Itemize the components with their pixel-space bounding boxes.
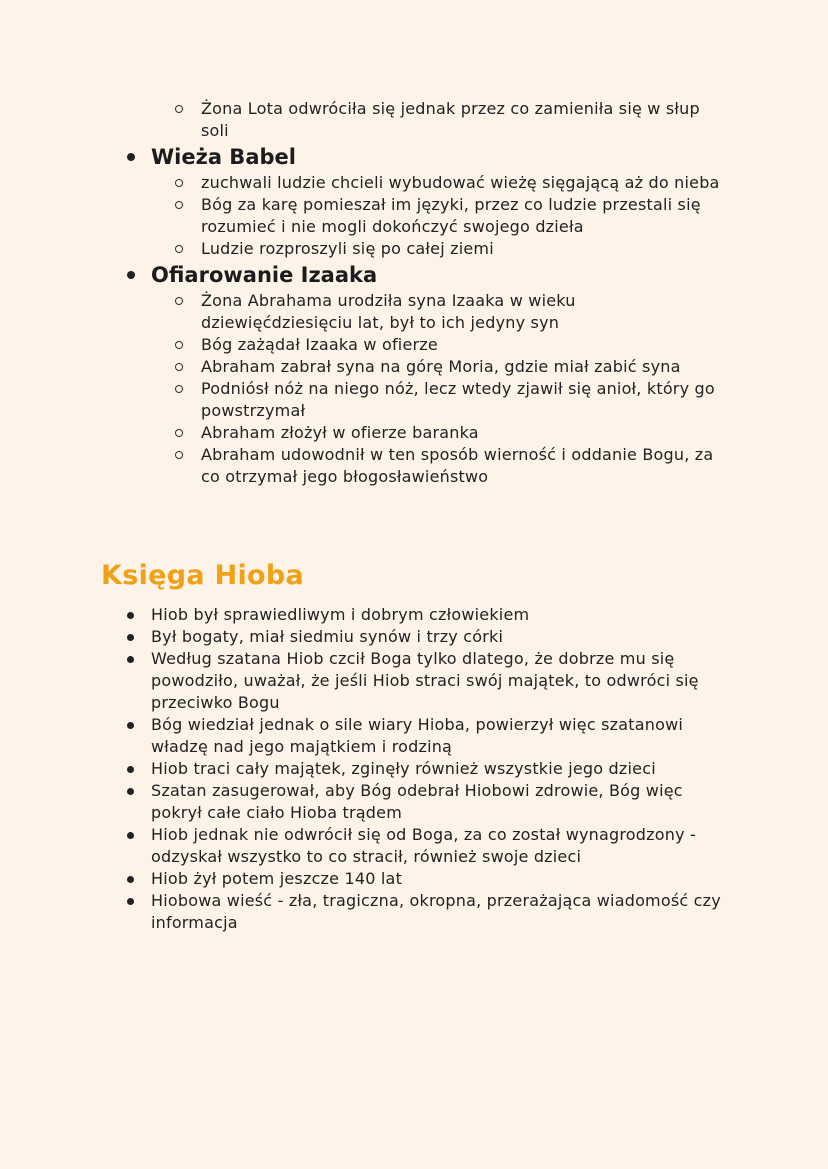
sub-list-item: Żona Abrahama urodziła syna Izaaka w wieku dziewięćdziesięciu lat, był to ich jedyny syn — [0, 290, 828, 334]
hiob-bullet-list — [0, 604, 828, 934]
topic-heading-ofiarowanie-izaaka: Ofiarowanie Izaaka — [0, 260, 828, 290]
list-item: Hiob traci cały majątek, zginęły również wszystkie jego dzieci — [0, 758, 828, 780]
sub-list-item: Ludzie rozproszyli się po całej ziemi — [0, 238, 828, 260]
list-item: Szatan zasugerował, aby Bóg odebrał Hiobowi zdrowie, Bóg więc pokrył całe ciało Hioba trądem — [0, 780, 828, 824]
sub-list-item: Abraham złożył w ofierze baranka — [0, 422, 828, 444]
sub-list-item: Podniósł nóż na niego nóż, lecz wtedy zjawił się anioł, który go powstrzymał — [0, 378, 828, 422]
list-item: Hiobowa wieść - zła, tragiczna, okropna, przerażająca wiadomość czy informacja — [0, 890, 828, 934]
sub-list-item: Abraham udowodnił w ten sposób wierność i oddanie Bogu, za co otrzymał jego błogosławieństwo — [0, 444, 828, 488]
list-item: Hiob jednak nie odwrócił się od Boga, za co został wynagrodzony - odzyskał wszystko to co stracił, również swoje dzieci — [0, 824, 828, 868]
list-item: Według szatana Hiob czcił Boga tylko dlatego, że dobrze mu się powodziło, uważał, że jeśli Hiob straci swój majątek, to odwróci się przeciwko Bogu — [0, 648, 828, 714]
sub-list-item: zuchwali ludzie chcieli wybudować wieżę sięgającą aż do nieba — [0, 172, 828, 194]
topic-heading-wieza-babel: Wieża Babel — [0, 142, 828, 172]
section-title-ksiega-hioba: Księga Hioba — [101, 560, 305, 591]
sub-list-item: Bóg zażądał Izaaka w ofierze — [0, 334, 828, 356]
sub-list-item: Żona Lota odwróciła się jednak przez co zamieniła się w słup soli — [0, 98, 828, 142]
story-outline-list — [0, 98, 828, 488]
list-item: Bóg wiedział jednak o sile wiary Hioba, powierzył więc szatanowi władzę nad jego majątkiem i rodziną — [0, 714, 828, 758]
list-item: Był bogaty, miał siedmiu synów i trzy córki — [0, 626, 828, 648]
sub-list-item: Abraham zabrał syna na górę Moria, gdzie miał zabić syna — [0, 356, 828, 378]
list-item: Hiob był sprawiedliwym i dobrym człowiekiem — [0, 604, 828, 626]
sub-list-item: Bóg za karę pomieszał im języki, przez co ludzie przestali się rozumieć i nie mogli dokończyć swojego dzieła — [0, 194, 828, 238]
list-item: Hiob żył potem jeszcze 140 lat — [0, 868, 828, 890]
